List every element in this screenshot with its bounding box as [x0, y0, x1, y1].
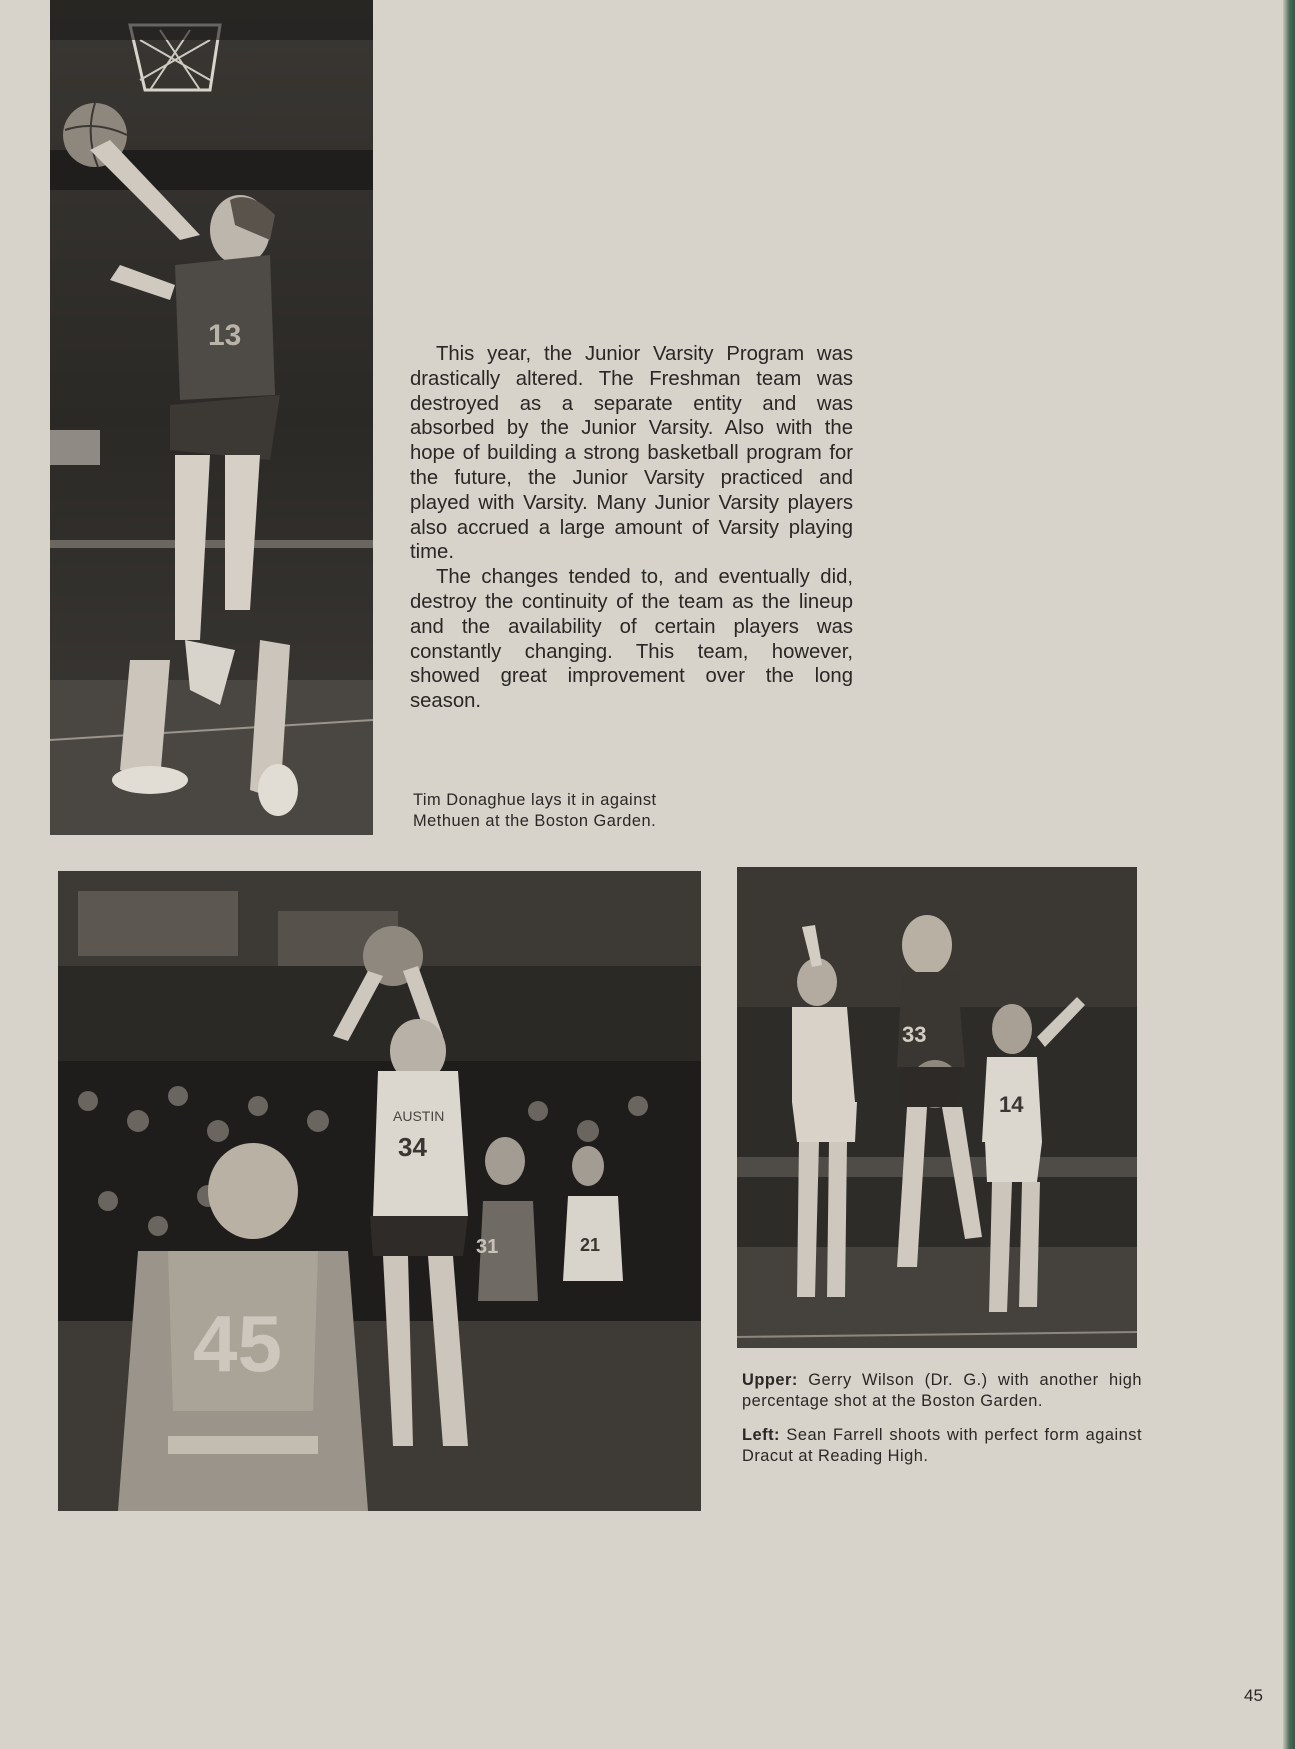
foreground-jersey-number: 45 — [193, 1299, 282, 1388]
runner-jersey-number: 21 — [580, 1235, 601, 1255]
boston-garden-photo — [737, 867, 1137, 1348]
left-caption — [742, 1425, 1142, 1467]
layup-jersey-number: 13 — [208, 319, 242, 352]
shooter-jersey-number: 34 — [398, 1132, 427, 1162]
crowd-shooter-jersey-number: 33 — [902, 1022, 927, 1047]
jump-shot-photo-image — [58, 871, 701, 1511]
left-caption-text: Sean Farrell shoots with perfect form against Dracut at Reading High. — [742, 1426, 1142, 1465]
page-edge — [1283, 0, 1295, 1749]
crowd-defender-jersey-number: 14 — [999, 1092, 1024, 1117]
jump-shot-photo — [58, 871, 701, 1511]
upper-caption-text: Gerry Wilson (Dr. G.) with another high percentage shot at the Boston Garden. — [742, 1371, 1142, 1410]
article-paragraph: This year, the Junior Varsity Program was drastically altered. The Freshman team was destroyed as a separate entity and was absorbed by the Junior Varsity. Also with the hope of building a strong basketball program for the future, the Junior Varsity practiced and played with Varsity. Many Junior Varsity players also accrued a large amount of Varsity playing time. — [410, 343, 853, 564]
layup-photo — [50, 0, 373, 835]
article-text — [410, 342, 853, 714]
page-number: 45 — [1244, 1686, 1263, 1705]
layup-photo-image — [50, 0, 373, 835]
defender-jersey-number: 31 — [476, 1236, 499, 1258]
upper-caption-label: Upper: — [742, 1371, 798, 1389]
left-caption-label: Left: — [742, 1426, 781, 1444]
layup-caption: Tim Donaghue lays it in against Methuen at the Boston Garden. — [413, 791, 657, 830]
shooter-jersey-team: AUSTIN — [393, 1108, 445, 1124]
boston-garden-photo-image — [737, 867, 1137, 1348]
photo-captions — [742, 1370, 1142, 1480]
upper-caption — [742, 1370, 1142, 1412]
article-paragraph: The changes tended to, and eventually did, destroy the continuity of the team as the lineup and the availability of certain players was constantly changing. This team, however, showed great improvement over the long season. — [410, 566, 853, 713]
